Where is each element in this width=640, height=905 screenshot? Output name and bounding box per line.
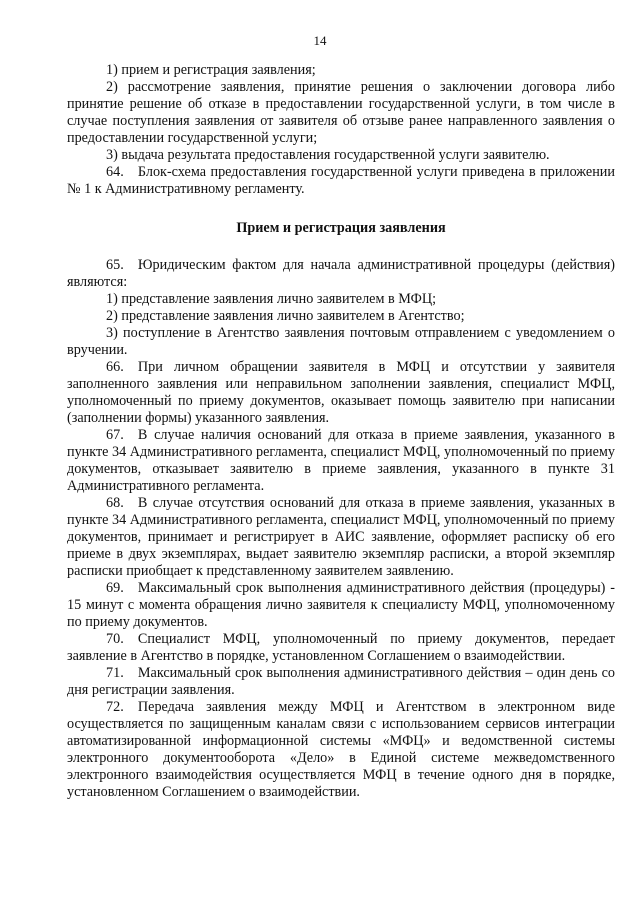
paragraph-71: 71. Максимальный срок выполнения административного действия – один день со дня регистрации заявления. (67, 665, 615, 698)
paragraph-64: 64. Блок-схема предоставления государственной услуги приведена в приложении № 1 к Административному регламенту. (67, 164, 615, 197)
paragraph-67: 67. В случае наличия оснований для отказа в приеме заявления, указанного в пункте 34 Административного регламента, специалист МФЦ, уполномоченный по приему документов, отказывает заявителю в приеме заявления, указанного в пункте 31 Административного регламента. (67, 427, 615, 494)
paragraph-65: 65. Юридическим фактом для начала административной процедуры (действия) являются: (67, 257, 615, 290)
paragraph-procedure-3: 3) выдача результата предоставления государственной услуги заявителю. (106, 147, 550, 163)
paragraph-70: 70. Специалист МФЦ, уполномоченный по приему документов, передает заявление в Агентство в порядке, установленном Соглашением о взаимодействии. (67, 631, 615, 664)
section-heading: Прием и регистрация заявления (236, 220, 446, 236)
paragraph-68: 68. В случае отсутствия оснований для отказа в приеме заявления, указанных в пункте 34 Административного регламента, специалист МФЦ, уполномоченный по приему документов, принимает и регистрирует в АИС заявление, оформляет расписку об его приеме в двух экземплярах, выдает заявителю экземпляр расписки, а второй экземпляр расписки приобщает к представленному заявителем заявлению. (67, 495, 615, 579)
paragraph-65-item-1: 1) представление заявления лично заявителем в МФЦ; (106, 291, 437, 307)
paragraph-procedure-1: 1) прием и регистрация заявления; (106, 62, 316, 78)
paragraph-66: 66. При личном обращении заявителя в МФЦ и отсутствии у заявителя заполненного заявления или неправильном заполнении заявления, специалист МФЦ, уполномоченный по приему документов, оказывает помощь заявителю при написании (заполнении формы) указанного заявления. (67, 359, 615, 426)
document-body (67, 62, 615, 801)
paragraph-procedure-2: 2) рассмотрение заявления, принятие решения о заключении договора либо принятие решение об отказе в предоставлении государственной услуги, в том числе в случае поступления заявления от заявителя об отзыве ранее направленного заявления о предоставлении государственной услуги; (67, 79, 615, 146)
paragraph-69: 69. Максимальный срок выполнения административного действия (процедуры) - 15 минут с момента обращения лично заявителя к специалисту МФЦ, уполномоченному по приему документов. (67, 580, 615, 630)
page-number: 14 (313, 33, 327, 48)
paragraph-65-item-3: 3) поступление в Агентство заявления почтовым отправлением с уведомлением о вручении. (67, 325, 615, 358)
paragraph-65-item-2: 2) представление заявления лично заявителем в Агентство; (106, 308, 465, 324)
paragraph-72: 72. Передача заявления между МФЦ и Агентством в электронном виде осуществляется по защищенным каналам связи с использованием сервисов интеграции автоматизированной информационной системы «МФЦ» и ведомственной системы электронного документооборота «Дело» в Единой системе межведомственного электронного взаимодействия осуществляется МФЦ в течение одного дня в порядке, установленном Соглашением о взаимодействии. (67, 699, 615, 800)
